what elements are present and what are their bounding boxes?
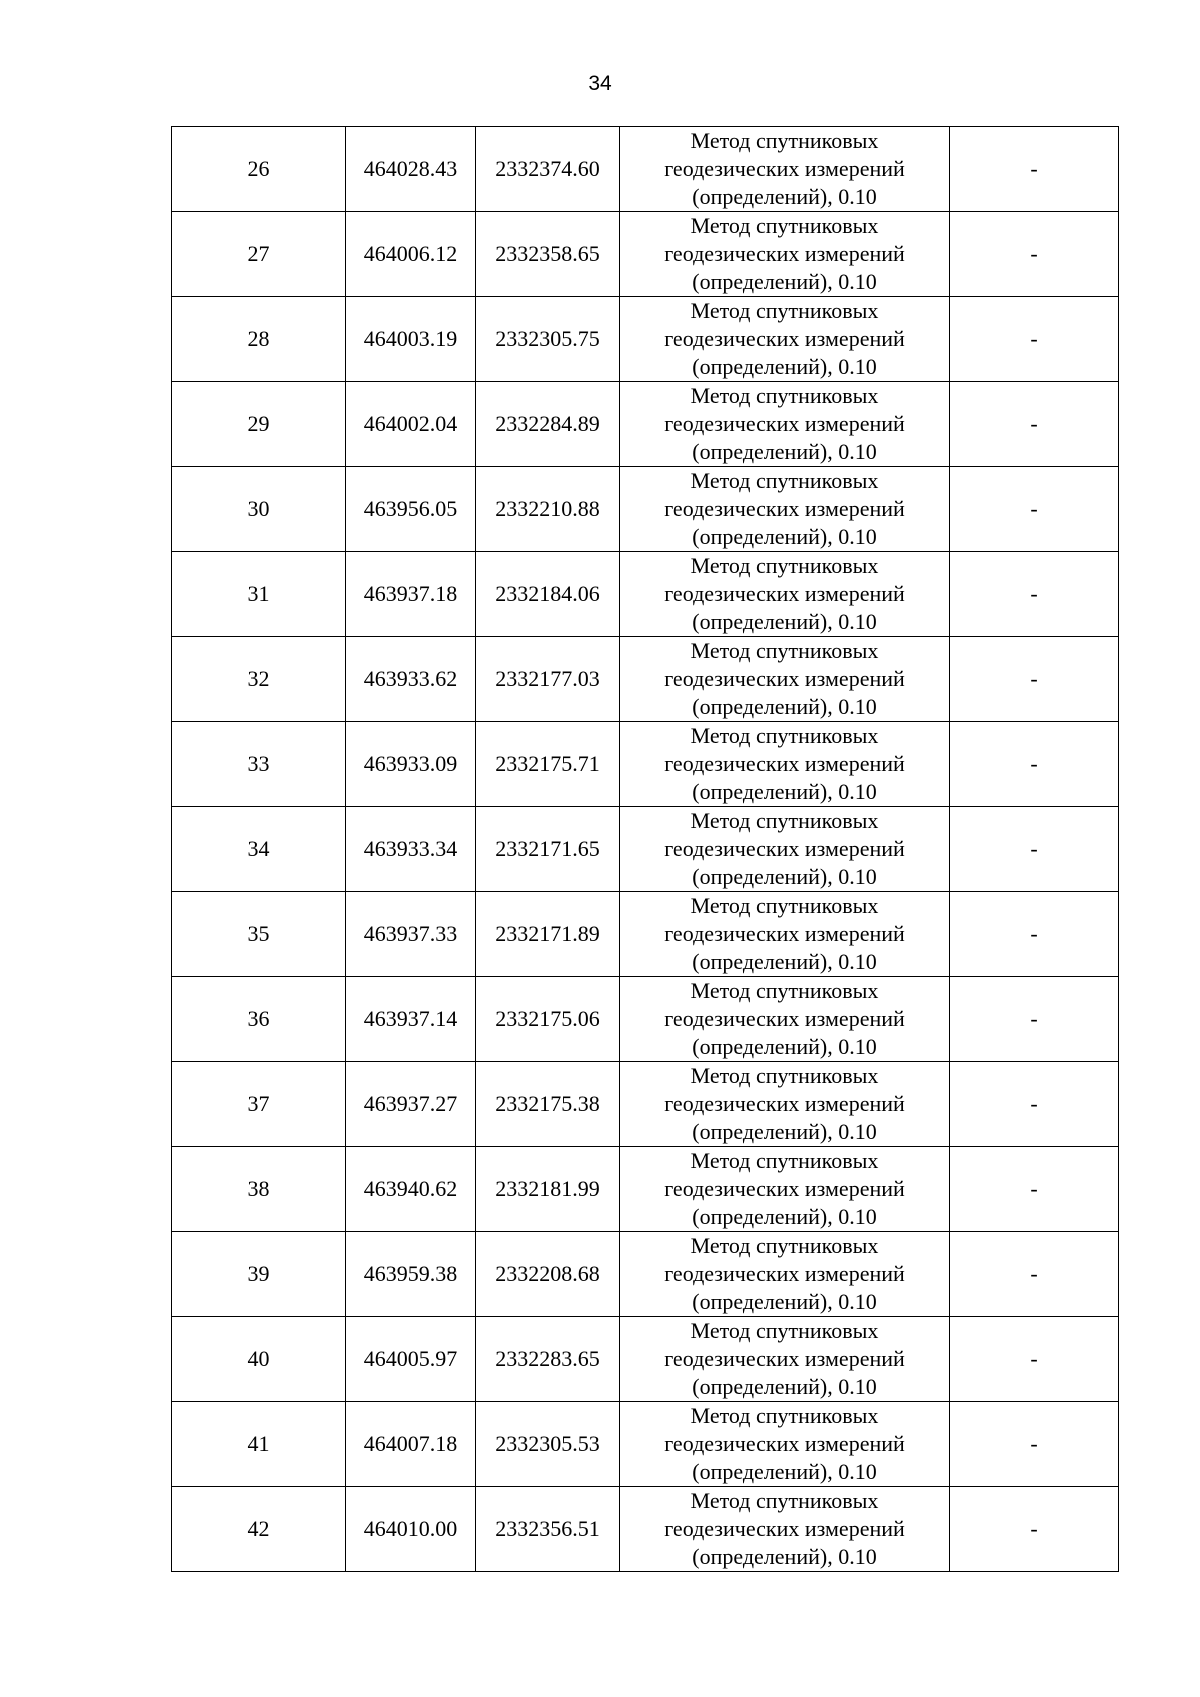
- y-coordinate-cell: 2332283.65: [476, 1317, 620, 1402]
- method-text-line: Метод спутниковых: [690, 553, 879, 578]
- method-cell: [620, 552, 950, 637]
- point-number-cell: 34: [172, 807, 346, 892]
- point-number-cell: 38: [172, 1147, 346, 1232]
- y-coordinate-cell: 2332171.89: [476, 892, 620, 977]
- description-cell: -: [950, 382, 1119, 467]
- method-text-line: Метод спутниковых: [690, 213, 879, 238]
- table-row: [172, 637, 1119, 722]
- method-cell: [620, 127, 950, 212]
- point-number-cell: 29: [172, 382, 346, 467]
- method-text-line: геодезических измерений: [664, 326, 905, 351]
- method-cell: [620, 807, 950, 892]
- x-coordinate-cell: 464005.97: [346, 1317, 476, 1402]
- x-coordinate-cell: 464028.43: [346, 127, 476, 212]
- description-cell: -: [950, 807, 1119, 892]
- point-number-cell: 28: [172, 297, 346, 382]
- method-text-line: Метод спутниковых: [690, 1148, 879, 1173]
- method-text-line: геодезических измерений: [664, 156, 905, 181]
- y-coordinate-cell: 2332171.65: [476, 807, 620, 892]
- x-coordinate-cell: 463956.05: [346, 467, 476, 552]
- description-cell: -: [950, 1317, 1119, 1402]
- method-text-line: (определений), 0.10: [692, 1459, 877, 1484]
- method-text-line: (определений), 0.10: [692, 439, 877, 464]
- method-cell: [620, 1232, 950, 1317]
- method-text-line: (определений), 0.10: [692, 1374, 877, 1399]
- method-text-line: (определений), 0.10: [692, 524, 877, 549]
- table-row: [172, 552, 1119, 637]
- description-cell: -: [950, 467, 1119, 552]
- x-coordinate-cell: 464003.19: [346, 297, 476, 382]
- method-text-line: (определений), 0.10: [692, 269, 877, 294]
- method-text-line: (определений), 0.10: [692, 694, 877, 719]
- method-text-line: геодезических измерений: [664, 1431, 905, 1456]
- method-text-line: геодезических измерений: [664, 581, 905, 606]
- point-number-cell: 39: [172, 1232, 346, 1317]
- method-text-line: Метод спутниковых: [690, 383, 879, 408]
- x-coordinate-cell: 463933.09: [346, 722, 476, 807]
- y-coordinate-cell: 2332210.88: [476, 467, 620, 552]
- method-cell: [620, 637, 950, 722]
- method-text-line: Метод спутниковых: [690, 723, 879, 748]
- point-number-cell: 33: [172, 722, 346, 807]
- x-coordinate-cell: 464006.12: [346, 212, 476, 297]
- point-number-cell: 37: [172, 1062, 346, 1147]
- method-text-line: (определений), 0.10: [692, 779, 877, 804]
- method-text-line: геодезических измерений: [664, 1346, 905, 1371]
- method-cell: [620, 1062, 950, 1147]
- table-row: [172, 892, 1119, 977]
- method-text-line: геодезических измерений: [664, 1091, 905, 1116]
- table-row: [172, 127, 1119, 212]
- method-text-line: геодезических измерений: [664, 751, 905, 776]
- method-cell: [620, 467, 950, 552]
- method-cell: [620, 1317, 950, 1402]
- y-coordinate-cell: 2332305.75: [476, 297, 620, 382]
- x-coordinate-cell: 464010.00: [346, 1487, 476, 1572]
- x-coordinate-cell: 463937.14: [346, 977, 476, 1062]
- method-text-line: (определений), 0.10: [692, 1544, 877, 1569]
- method-text-line: геодезических измерений: [664, 1516, 905, 1541]
- method-text-line: Метод спутниковых: [690, 1318, 879, 1343]
- point-number-cell: 32: [172, 637, 346, 722]
- table-row: [172, 977, 1119, 1062]
- description-cell: -: [950, 127, 1119, 212]
- method-text-line: геодезических измерений: [664, 666, 905, 691]
- y-coordinate-cell: 2332175.71: [476, 722, 620, 807]
- description-cell: -: [950, 892, 1119, 977]
- coordinates-table: [171, 126, 1119, 1572]
- table-row: [172, 212, 1119, 297]
- method-text-line: Метод спутниковых: [690, 1488, 879, 1513]
- y-coordinate-cell: 2332358.65: [476, 212, 620, 297]
- y-coordinate-cell: 2332208.68: [476, 1232, 620, 1317]
- description-cell: -: [950, 552, 1119, 637]
- point-number-cell: 41: [172, 1402, 346, 1487]
- table-row: [172, 1232, 1119, 1317]
- method-text-line: Метод спутниковых: [690, 1403, 879, 1428]
- y-coordinate-cell: 2332175.06: [476, 977, 620, 1062]
- x-coordinate-cell: 464007.18: [346, 1402, 476, 1487]
- method-cell: [620, 1487, 950, 1572]
- table-row: [172, 1147, 1119, 1232]
- point-number-cell: 35: [172, 892, 346, 977]
- y-coordinate-cell: 2332374.60: [476, 127, 620, 212]
- method-text-line: (определений), 0.10: [692, 864, 877, 889]
- method-text-line: Метод спутниковых: [690, 468, 879, 493]
- table-row: [172, 297, 1119, 382]
- y-coordinate-cell: 2332184.06: [476, 552, 620, 637]
- description-cell: -: [950, 297, 1119, 382]
- method-text-line: Метод спутниковых: [690, 638, 879, 663]
- x-coordinate-cell: 463937.18: [346, 552, 476, 637]
- y-coordinate-cell: 2332305.53: [476, 1402, 620, 1487]
- y-coordinate-cell: 2332356.51: [476, 1487, 620, 1572]
- method-text-line: Метод спутниковых: [690, 808, 879, 833]
- x-coordinate-cell: 463959.38: [346, 1232, 476, 1317]
- coordinates-table-body: [172, 127, 1119, 1572]
- method-text-line: (определений), 0.10: [692, 609, 877, 634]
- method-text-line: Метод спутниковых: [690, 128, 879, 153]
- method-cell: [620, 212, 950, 297]
- description-cell: -: [950, 1487, 1119, 1572]
- description-cell: -: [950, 1062, 1119, 1147]
- method-cell: [620, 1402, 950, 1487]
- description-cell: -: [950, 977, 1119, 1062]
- method-text-line: геодезических измерений: [664, 411, 905, 436]
- method-text-line: (определений), 0.10: [692, 1204, 877, 1229]
- y-coordinate-cell: 2332181.99: [476, 1147, 620, 1232]
- table-row: [172, 382, 1119, 467]
- description-cell: -: [950, 212, 1119, 297]
- x-coordinate-cell: 463933.34: [346, 807, 476, 892]
- method-text-line: Метод спутниковых: [690, 298, 879, 323]
- method-text-line: (определений), 0.10: [692, 1289, 877, 1314]
- table-row: [172, 467, 1119, 552]
- x-coordinate-cell: 463937.33: [346, 892, 476, 977]
- description-cell: -: [950, 637, 1119, 722]
- y-coordinate-cell: 2332175.38: [476, 1062, 620, 1147]
- method-text-line: геодезических измерений: [664, 836, 905, 861]
- table-row: [172, 1317, 1119, 1402]
- method-cell: [620, 382, 950, 467]
- x-coordinate-cell: 463933.62: [346, 637, 476, 722]
- point-number-cell: 27: [172, 212, 346, 297]
- method-text-line: геодезических измерений: [664, 496, 905, 521]
- y-coordinate-cell: 2332177.03: [476, 637, 620, 722]
- method-text-line: геодезических измерений: [664, 241, 905, 266]
- point-number-cell: 31: [172, 552, 346, 637]
- description-cell: -: [950, 1147, 1119, 1232]
- x-coordinate-cell: 463940.62: [346, 1147, 476, 1232]
- point-number-cell: 30: [172, 467, 346, 552]
- description-cell: -: [950, 722, 1119, 807]
- method-text-line: геодезических измерений: [664, 1006, 905, 1031]
- method-cell: [620, 297, 950, 382]
- x-coordinate-cell: 463937.27: [346, 1062, 476, 1147]
- method-text-line: геодезических измерений: [664, 1176, 905, 1201]
- method-text-line: Метод спутниковых: [690, 1063, 879, 1088]
- table-row: [172, 722, 1119, 807]
- table-row: [172, 1402, 1119, 1487]
- page-number: 34: [588, 72, 612, 95]
- method-text-line: (определений), 0.10: [692, 184, 877, 209]
- x-coordinate-cell: 464002.04: [346, 382, 476, 467]
- method-text-line: (определений), 0.10: [692, 354, 877, 379]
- y-coordinate-cell: 2332284.89: [476, 382, 620, 467]
- table-row: [172, 807, 1119, 892]
- method-text-line: Метод спутниковых: [690, 893, 879, 918]
- method-cell: [620, 892, 950, 977]
- table-row: [172, 1062, 1119, 1147]
- description-cell: -: [950, 1402, 1119, 1487]
- method-cell: [620, 977, 950, 1062]
- table-row: [172, 1487, 1119, 1572]
- method-text-line: геодезических измерений: [664, 921, 905, 946]
- method-text-line: (определений), 0.10: [692, 1119, 877, 1144]
- method-text-line: (определений), 0.10: [692, 949, 877, 974]
- method-cell: [620, 722, 950, 807]
- method-text-line: (определений), 0.10: [692, 1034, 877, 1059]
- point-number-cell: 26: [172, 127, 346, 212]
- method-cell: [620, 1147, 950, 1232]
- method-text-line: геодезических измерений: [664, 1261, 905, 1286]
- method-text-line: Метод спутниковых: [690, 978, 879, 1003]
- point-number-cell: 42: [172, 1487, 346, 1572]
- method-text-line: Метод спутниковых: [690, 1233, 879, 1258]
- description-cell: -: [950, 1232, 1119, 1317]
- point-number-cell: 36: [172, 977, 346, 1062]
- point-number-cell: 40: [172, 1317, 346, 1402]
